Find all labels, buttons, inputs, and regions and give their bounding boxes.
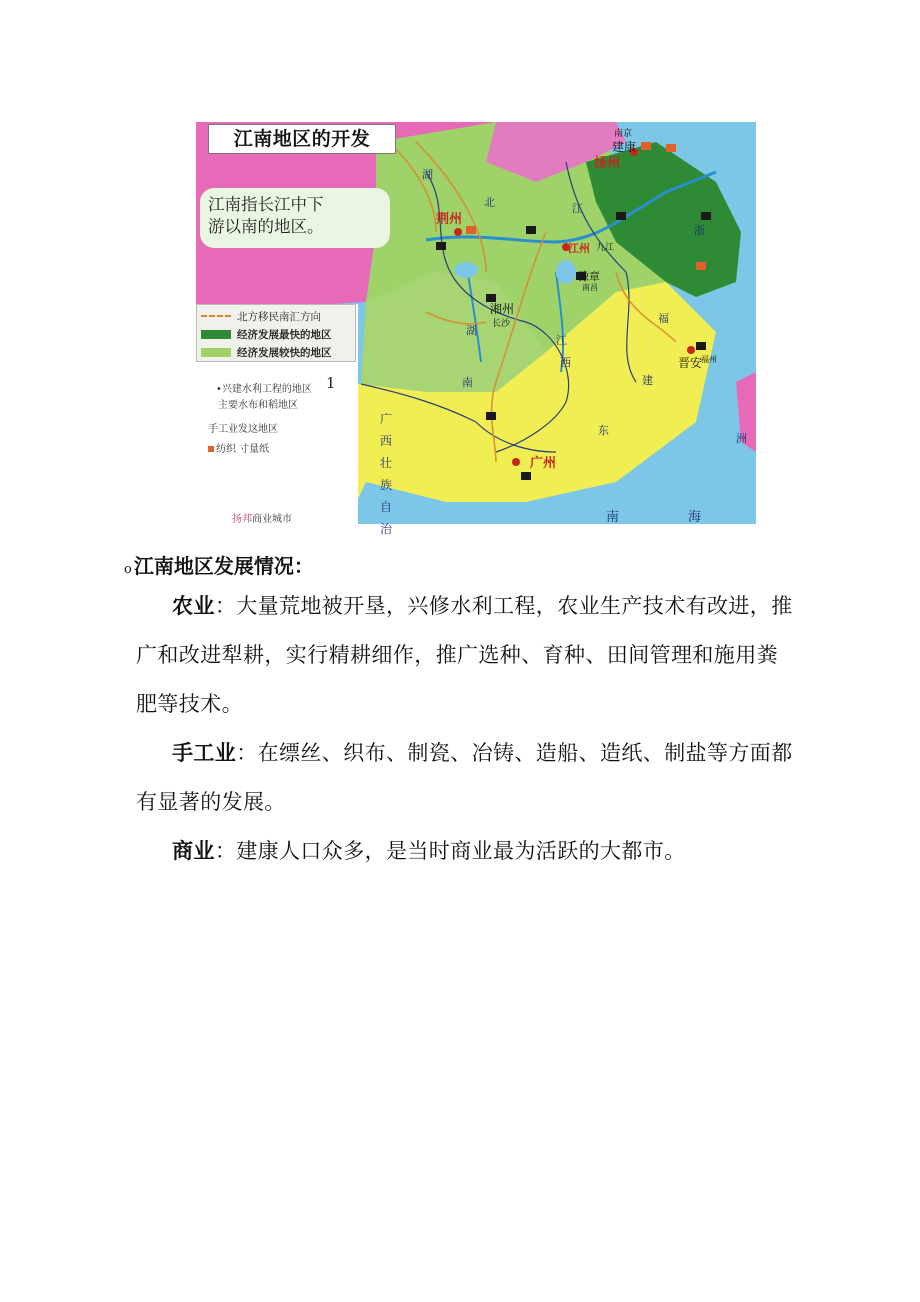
- agriculture-paragraph: [136, 582, 796, 729]
- textile-square-icon: [208, 446, 214, 452]
- callout-line-2: 游以南的地区。: [208, 217, 324, 236]
- label-guang-dong: 东: [598, 424, 609, 437]
- map-title: 江南地区的开发: [208, 124, 396, 154]
- legend-water: •兴建水利工程的地区: [216, 384, 312, 395]
- faster-swatch: [201, 348, 231, 357]
- label-south-sea: 南: [606, 510, 620, 525]
- commerce-term: 商业: [172, 839, 215, 863]
- label-zhe: 浙: [694, 224, 705, 237]
- label-fu: 福: [658, 312, 669, 325]
- label-jiangzhou: 江州: [568, 242, 590, 255]
- legend-handicraft: 手工业发这地区: [208, 424, 278, 435]
- handicraft-paragraph: [136, 729, 796, 827]
- fastest-swatch: [201, 330, 231, 339]
- label-nanchang: 南昌: [582, 283, 598, 292]
- label-guangzhou: 广州: [530, 456, 557, 471]
- label-nanjing: 南京: [614, 129, 633, 139]
- label-guangxi: 广西壮族自治: [380, 412, 393, 536]
- poyang-lake: [556, 260, 576, 284]
- label-xiangzhou: 湘州: [490, 302, 515, 316]
- label-hu: 湖: [422, 168, 433, 181]
- label-sea: 海: [688, 510, 702, 525]
- label-jian: 建: [642, 374, 653, 387]
- commerce-text: ：建康人口众多，是当时商业最为活跃的大都市。: [214, 839, 686, 863]
- label-xi-jiang: 江: [556, 334, 567, 347]
- label-yuzhang: 豫章: [578, 270, 600, 283]
- legend-textile: 纺织 寸量纸: [208, 440, 269, 455]
- legend-fastest: 经济发展最快的地区: [201, 327, 332, 341]
- heading-bullet: o: [124, 562, 132, 577]
- label-jiujiang: 九江: [596, 243, 615, 253]
- label-hunan-hu: 湖: [466, 324, 477, 337]
- label-jiankang: 建康: [612, 140, 637, 154]
- legend-crops: 主要水布和稻地区: [218, 400, 298, 411]
- label-changsha: 长沙: [492, 319, 511, 329]
- map-callout: [200, 188, 390, 248]
- legend-marker-number: 1: [326, 374, 336, 392]
- label-bei: 北: [484, 196, 495, 209]
- section-heading: o 江南地区发展情况：: [124, 554, 314, 578]
- label-yangzhou: 扬州: [594, 156, 621, 171]
- legend-migration: 北方移民南汇方向: [201, 309, 321, 323]
- handicraft-text: ：在缥丝、织布、制瓷、冶铸、造船、造纸、制盐等方面都有显著的发展。: [136, 741, 793, 814]
- agriculture-term: 农业: [172, 594, 215, 618]
- label-jingzhou: 荆州: [436, 212, 463, 227]
- label-jinan: 晋安: [678, 356, 703, 370]
- label-zhou: 洲: [736, 432, 747, 445]
- callout-line-1: 江南指长江中下: [208, 195, 324, 214]
- migration-arrow-swatch: [201, 315, 231, 317]
- dongting-lake: [454, 262, 478, 278]
- label-nan: 南: [462, 376, 473, 389]
- commerce-paragraph: [136, 827, 796, 876]
- label-fuzhou: 福州: [701, 355, 717, 364]
- label-xi: 西: [560, 356, 571, 369]
- agriculture-text: ：大量荒地被开垦，兴修水利工程，农业生产技术有改进，推广和改进犁耕，实行精耕细作，推广选种、育种、田间管理和施用粪肥等技术。: [136, 594, 793, 716]
- label-jiang: 江: [572, 202, 583, 215]
- legend-color-key: [196, 304, 356, 362]
- jiangnan-map: [196, 122, 756, 536]
- legend-faster: 经济发展较快的地区: [201, 345, 332, 359]
- handicraft-term: 手工业: [172, 741, 237, 765]
- legend-commerce: 扬邦商业城市: [232, 514, 292, 525]
